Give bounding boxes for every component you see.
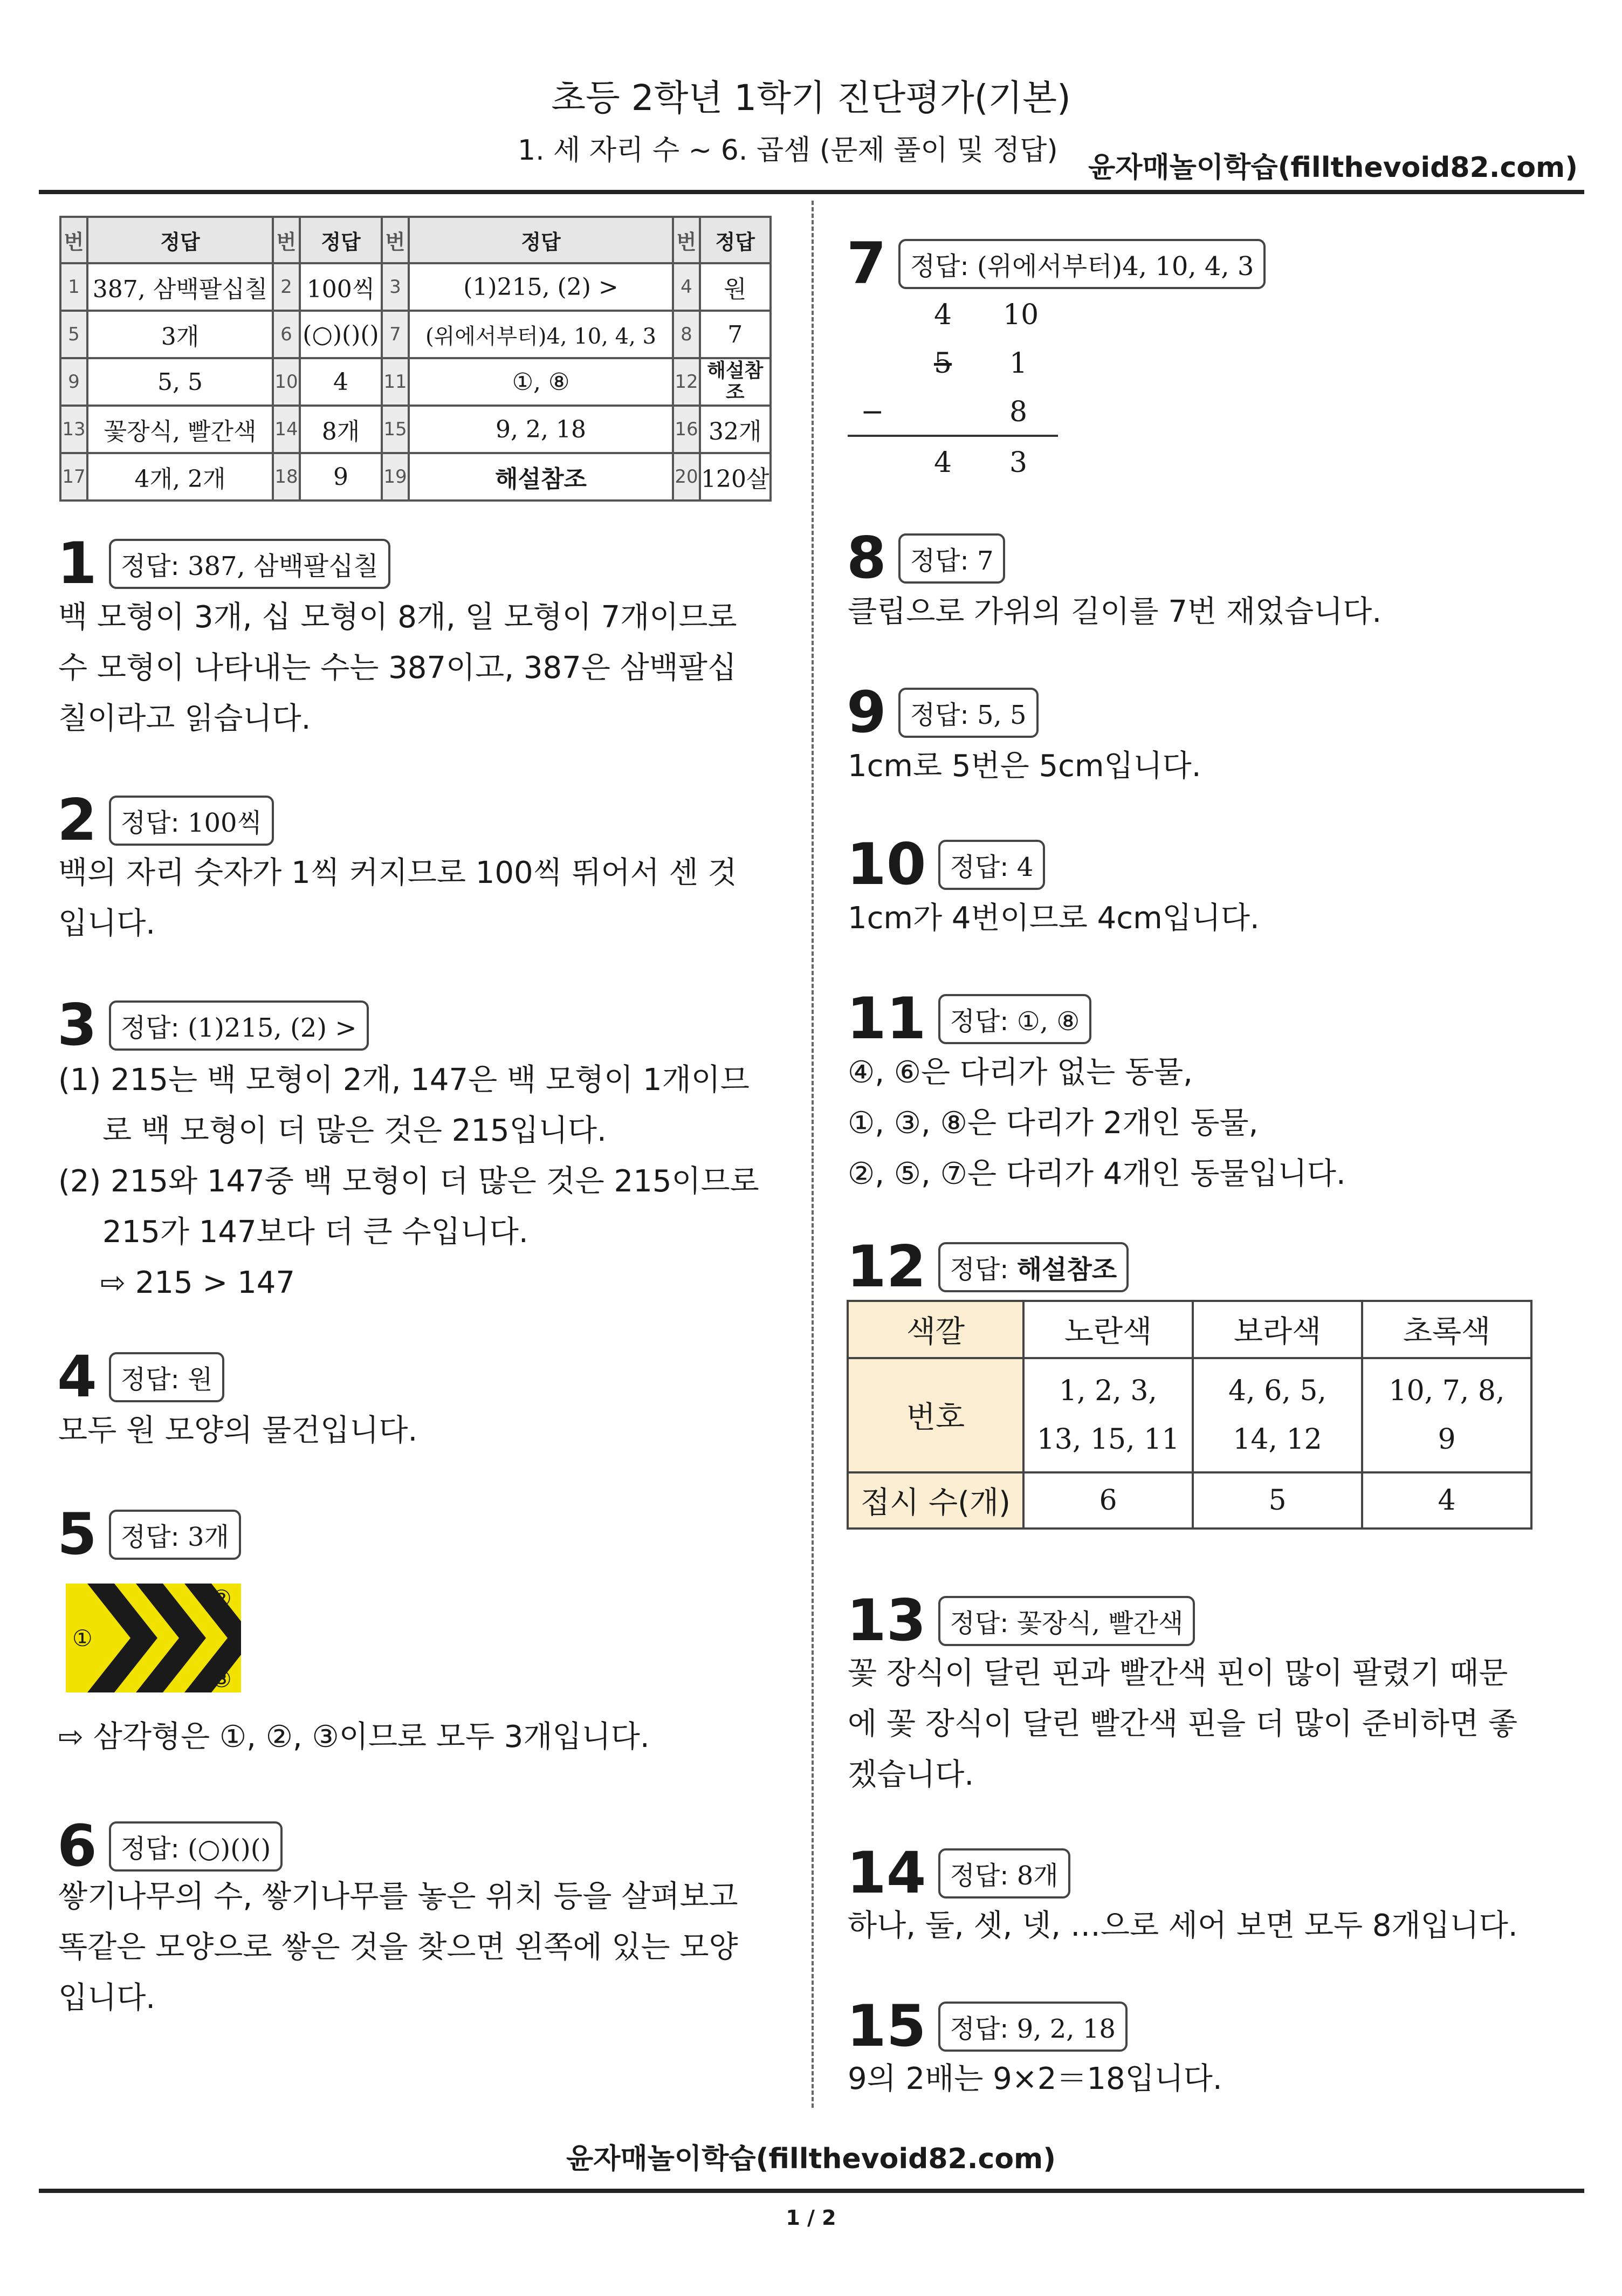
problem-number: 7 <box>847 230 886 297</box>
row-header-count: 접시 수(개) <box>848 1472 1023 1529</box>
col-header-answer: 정답 <box>700 217 771 263</box>
cell-num: 3 <box>382 263 409 311</box>
cell-num: 11 <box>382 358 409 406</box>
cell-num: 1 <box>60 263 87 311</box>
answer-label: 정답: <box>120 807 188 838</box>
site-name-footer[interactable]: 윤자매놀이학습(fillthevoid82.com) <box>566 2143 1056 2175</box>
chevron-sign-figure <box>66 1584 241 1692</box>
problem-number: 8 <box>847 525 886 591</box>
problem-number: 2 <box>57 787 97 853</box>
answer-box <box>938 1596 1195 1646</box>
answer-label: 정답: <box>910 545 977 576</box>
problem-13-header <box>847 1587 1195 1654</box>
cell-count: 6 <box>1023 1472 1193 1529</box>
problem-14-header <box>847 1840 1070 1906</box>
problem-7-header <box>847 230 1266 297</box>
cell-answer: 꽃장식, 빨간색 <box>87 406 273 453</box>
problem-8-explanation <box>848 587 1382 638</box>
cell-answer: 8개 <box>300 406 382 453</box>
footer-divider <box>39 2189 1584 2193</box>
cell-num: 7 <box>382 311 409 358</box>
cell-numbers <box>1362 1358 1531 1472</box>
problem-15-header <box>847 1993 1128 2059</box>
table-row <box>60 311 771 358</box>
cell-answer: 5, 5 <box>87 358 273 406</box>
problem-5-explanation <box>58 1712 650 1763</box>
answer-box <box>109 1510 241 1560</box>
answer-value: 4 <box>1016 852 1034 882</box>
cell-answer: 387, 삼백팔십칠 <box>87 263 273 311</box>
table-row <box>848 1301 1531 1358</box>
problem-1-header <box>57 530 390 597</box>
numbers-line: 1, 2, 3, <box>1059 1375 1157 1407</box>
cell-answer: 9 <box>300 453 382 501</box>
cell-num: 2 <box>273 263 300 311</box>
answer-label: 정답: <box>950 852 1017 882</box>
problem-13-explanation <box>848 1648 1517 1800</box>
answer-label: 정답: <box>120 551 188 581</box>
cell-num: 17 <box>60 453 87 501</box>
answer-value: 7 <box>977 545 994 576</box>
answer-box <box>898 239 1266 289</box>
header-divider <box>39 190 1584 194</box>
col-header-num: 번 <box>382 217 409 263</box>
text-line: 입니다. <box>58 906 156 941</box>
col-header-num: 번 <box>273 217 300 263</box>
answer-label: 정답: <box>120 1012 188 1043</box>
answer-table <box>59 216 772 502</box>
problem-3-explanation <box>58 1055 759 1308</box>
cell-answer: 해설참조 <box>409 453 673 501</box>
cell-num: 6 <box>273 311 300 358</box>
answer-box <box>938 1242 1129 1292</box>
answer-label: 정답: <box>910 700 977 730</box>
problem-2-header <box>57 787 274 853</box>
text-line: 겠습니다. <box>848 1757 974 1792</box>
table-row <box>848 1472 1531 1529</box>
answer-label: 정답: <box>120 1364 188 1395</box>
answer-label: 정답: <box>950 2013 1017 2044</box>
problem-15-explanation <box>848 2054 1222 2105</box>
cell-num: 20 <box>673 453 700 501</box>
problem-number: 6 <box>57 1813 97 1879</box>
cell-answer: 9, 2, 18 <box>409 406 673 453</box>
problem-12-header <box>847 1233 1129 1300</box>
page-number: 1 / 2 <box>786 2206 836 2230</box>
problem-number: 1 <box>57 530 97 597</box>
text-line: 칠이라고 읽습니다. <box>58 701 311 736</box>
text-line: 1cm로 5번은 5cm입니다. <box>848 749 1201 784</box>
problem-14-explanation <box>848 1901 1518 1951</box>
col-header-num: 번 <box>60 217 87 263</box>
subtraction-line <box>848 435 1058 437</box>
answer-label: 정답: <box>120 1521 188 1552</box>
row-header-number: 번호 <box>848 1358 1023 1472</box>
problem-number: 5 <box>57 1501 97 1567</box>
table-row <box>60 263 771 311</box>
numbers-line: 10, 7, 8, <box>1389 1375 1505 1407</box>
problem-number: 13 <box>847 1587 926 1654</box>
answer-value: 꽃장식, 빨간색 <box>1016 1608 1184 1639</box>
problem-4-explanation <box>58 1406 417 1456</box>
cell-num: 18 <box>273 453 300 501</box>
problem-11-header <box>847 985 1091 1052</box>
answer-box <box>898 688 1039 738</box>
table-row <box>60 453 771 501</box>
text-line: ②, ⑤, ⑦은 다리가 4개인 동물입니다. <box>848 1156 1346 1191</box>
problem-11-explanation <box>848 1047 1346 1200</box>
answer-box <box>109 1000 369 1051</box>
problem-9-explanation <box>848 741 1201 792</box>
answer-box <box>938 840 1046 890</box>
cell-answer: ①, ⑧ <box>409 358 673 406</box>
answer-label: 정답: <box>950 1608 1017 1639</box>
answer-value: 원 <box>187 1364 213 1395</box>
cell-num: 5 <box>60 311 87 358</box>
problem-number: 4 <box>57 1344 97 1410</box>
col-header-num: 번 <box>673 217 700 263</box>
answer-value: (위에서부터)4, 10, 4, 3 <box>977 251 1254 282</box>
answer-box <box>938 1848 1070 1899</box>
cell-answer: 32개 <box>700 406 771 453</box>
cell-color: 초록색 <box>1362 1301 1531 1358</box>
answer-value: (1)215, (2) > <box>187 1012 357 1043</box>
table-row <box>60 406 771 453</box>
column-divider <box>812 201 814 2108</box>
cell-answer: 4개, 2개 <box>87 453 273 501</box>
problem-6-header <box>57 1813 283 1879</box>
problem-number: 3 <box>57 992 97 1058</box>
answer-value: (○)()() <box>187 1833 271 1864</box>
answer-value: 100씩 <box>187 807 262 838</box>
problem-number: 11 <box>847 985 926 1052</box>
dish-table <box>847 1300 1532 1530</box>
cell-num: 12 <box>673 358 700 406</box>
text-line: 215가 147보다 더 큰 수입니다. <box>102 1215 528 1250</box>
text-line: 클립으로 가위의 길이를 7번 재었습니다. <box>848 594 1382 629</box>
problem-4-header <box>57 1344 224 1410</box>
text-line: 백의 자리 숫자가 1씩 커지므로 100씩 뛰어서 센 것 <box>58 855 737 890</box>
cell-answer: 120살 <box>700 453 771 501</box>
borrow-tens: 4 <box>934 299 952 331</box>
answer-box <box>109 1352 225 1402</box>
subtraction-work <box>848 291 1063 496</box>
answer-box <box>898 533 1006 584</box>
problem-number: 10 <box>847 831 926 897</box>
cell-color: 보라색 <box>1193 1301 1362 1358</box>
answer-value: 5, 5 <box>977 700 1027 730</box>
text-line: 에 꽃 장식이 달린 빨간색 핀을 더 많이 준비하면 좋 <box>848 1706 1518 1742</box>
text-line: (1) 215는 백 모형이 2개, 147은 백 모형이 1개이므 <box>58 1063 750 1098</box>
answer-value: ①, ⑧ <box>1016 1006 1080 1037</box>
cell-answer: 3개 <box>87 311 273 358</box>
cell-answer: 4 <box>300 358 382 406</box>
cell-numbers <box>1023 1358 1193 1472</box>
cell-answer: 원 <box>700 263 771 311</box>
top-ones: 1 <box>1009 347 1028 380</box>
cell-num: 10 <box>273 358 300 406</box>
numbers-line: 4, 6, 5, <box>1228 1375 1327 1407</box>
cell-answer: 7 <box>700 311 771 358</box>
cell-color: 노란색 <box>1023 1301 1193 1358</box>
answer-value: 9, 2, 18 <box>1016 2013 1116 2044</box>
result-tens: 4 <box>934 447 952 479</box>
text-line: (2) 215와 147중 백 모형이 더 많은 것은 215이므로 <box>58 1164 759 1199</box>
cell-num: 8 <box>673 311 700 358</box>
problem-1-explanation <box>58 592 737 744</box>
page-subtitle: 1. 세 자리 수 ~ 6. 곱셈 (문제 풀이 및 정답) <box>518 134 1058 167</box>
cell-num: 13 <box>60 406 87 453</box>
answer-value: 3개 <box>187 1521 229 1552</box>
figure-mark: ③ <box>211 1666 232 1692</box>
site-name-header[interactable]: 윤자매놀이학습(fillthevoid82.com) <box>1088 152 1578 184</box>
cell-answer: 해설참조 <box>700 358 771 406</box>
answer-value: 8개 <box>1016 1860 1059 1891</box>
problem-6-explanation <box>58 1872 738 2024</box>
answer-value: 해설참조 <box>1016 1254 1117 1285</box>
answer-box <box>109 539 390 589</box>
text-line: 백 모형이 3개, 십 모형이 8개, 일 모형이 7개이므로 <box>58 600 737 635</box>
bottom-ones: 8 <box>1009 396 1028 428</box>
col-header-answer: 정답 <box>409 217 673 263</box>
answer-label: 정답: <box>120 1833 188 1864</box>
text-line: 수 모형이 나타내는 수는 387이고, 387은 삼백팔십 <box>58 650 737 686</box>
answer-label: 정답: <box>950 1860 1017 1891</box>
text-line: 꽃 장식이 달린 핀과 빨간색 핀이 많이 팔렸기 때문 <box>848 1656 1508 1691</box>
problem-number: 9 <box>847 679 886 745</box>
problem-10-header <box>847 831 1045 897</box>
cell-count: 4 <box>1362 1472 1531 1529</box>
cell-answer: (○)()() <box>300 311 382 358</box>
figure-mark: ② <box>211 1585 232 1612</box>
page-title: 초등 2학년 1학기 진단평가(기본) <box>551 77 1071 119</box>
text-line: ⇨ 삼각형은 ①, ②, ③이므로 모두 3개입니다. <box>58 1719 650 1754</box>
cell-num: 16 <box>673 406 700 453</box>
text-line: 똑같은 모양으로 쌓은 것을 찾으면 왼쪽에 있는 모양 <box>58 1930 738 1965</box>
figure-mark: ① <box>72 1625 93 1651</box>
cell-numbers <box>1193 1358 1362 1472</box>
answer-label: 정답: <box>910 251 977 282</box>
cell-num: 14 <box>273 406 300 453</box>
numbers-line: 13, 15, 11 <box>1036 1423 1180 1456</box>
numbers-line: 14, 12 <box>1233 1423 1322 1456</box>
problem-number: 15 <box>847 1993 926 2059</box>
table-row <box>848 1358 1531 1472</box>
answer-box <box>938 994 1092 1044</box>
problem-9-header <box>847 679 1039 745</box>
text-line: 1cm가 4번이므로 4cm입니다. <box>848 901 1260 936</box>
answer-label: 정답: <box>950 1254 1017 1285</box>
cell-answer: 100씩 <box>300 263 382 311</box>
cell-answer: (위에서부터)4, 10, 4, 3 <box>409 311 673 358</box>
numbers-line: 9 <box>1438 1423 1456 1456</box>
text-line: ①, ③, ⑧은 다리가 2개인 동물, <box>848 1106 1259 1141</box>
text-line: 입니다. <box>58 1980 156 2016</box>
cell-num: 9 <box>60 358 87 406</box>
problem-number: 14 <box>847 1840 926 1906</box>
text-line: 하나, 둘, 셋, 넷, …으로 세어 보면 모두 8개입니다. <box>848 1908 1518 1943</box>
minus-sign: − <box>861 396 884 428</box>
text-line: ⇨ 215 > 147 <box>100 1265 295 1300</box>
problem-number: 12 <box>847 1233 926 1300</box>
col-header-answer: 정답 <box>300 217 382 263</box>
borrow-ones: 10 <box>1003 299 1039 331</box>
text-line: 쌓기나무의 수, 쌓기나무를 놓은 위치 등을 살펴보고 <box>58 1879 738 1914</box>
cell-answer: (1)215, (2) > <box>409 263 673 311</box>
col-header-answer: 정답 <box>87 217 273 263</box>
problem-5-header <box>57 1501 241 1567</box>
result-ones: 3 <box>1009 447 1028 479</box>
row-header-color: 색깔 <box>848 1301 1023 1358</box>
cell-count: 5 <box>1193 1472 1362 1529</box>
text-line: 모두 원 모양의 물건입니다. <box>58 1413 418 1448</box>
problem-10-explanation <box>848 893 1260 944</box>
problem-3-header <box>57 992 369 1058</box>
text-line: 9의 2배는 9×2＝18입니다. <box>848 2061 1222 2096</box>
answer-label: 정답: <box>950 1006 1017 1037</box>
problem-2-explanation <box>58 848 737 949</box>
answer-box <box>109 1821 283 1872</box>
answer-box <box>109 796 274 846</box>
top-tens-crossed: 5 <box>934 347 952 380</box>
answer-value: 387, 삼백팔십칠 <box>187 551 379 581</box>
text-line: 로 백 모형이 더 많은 것은 215입니다. <box>102 1113 607 1148</box>
problem-8-header <box>847 525 1005 591</box>
cell-num: 19 <box>382 453 409 501</box>
cell-num: 15 <box>382 406 409 453</box>
answer-box <box>938 2002 1128 2052</box>
text-line: ④, ⑥은 다리가 없는 동물, <box>848 1055 1193 1090</box>
table-row <box>60 358 771 406</box>
cell-num: 4 <box>673 263 700 311</box>
